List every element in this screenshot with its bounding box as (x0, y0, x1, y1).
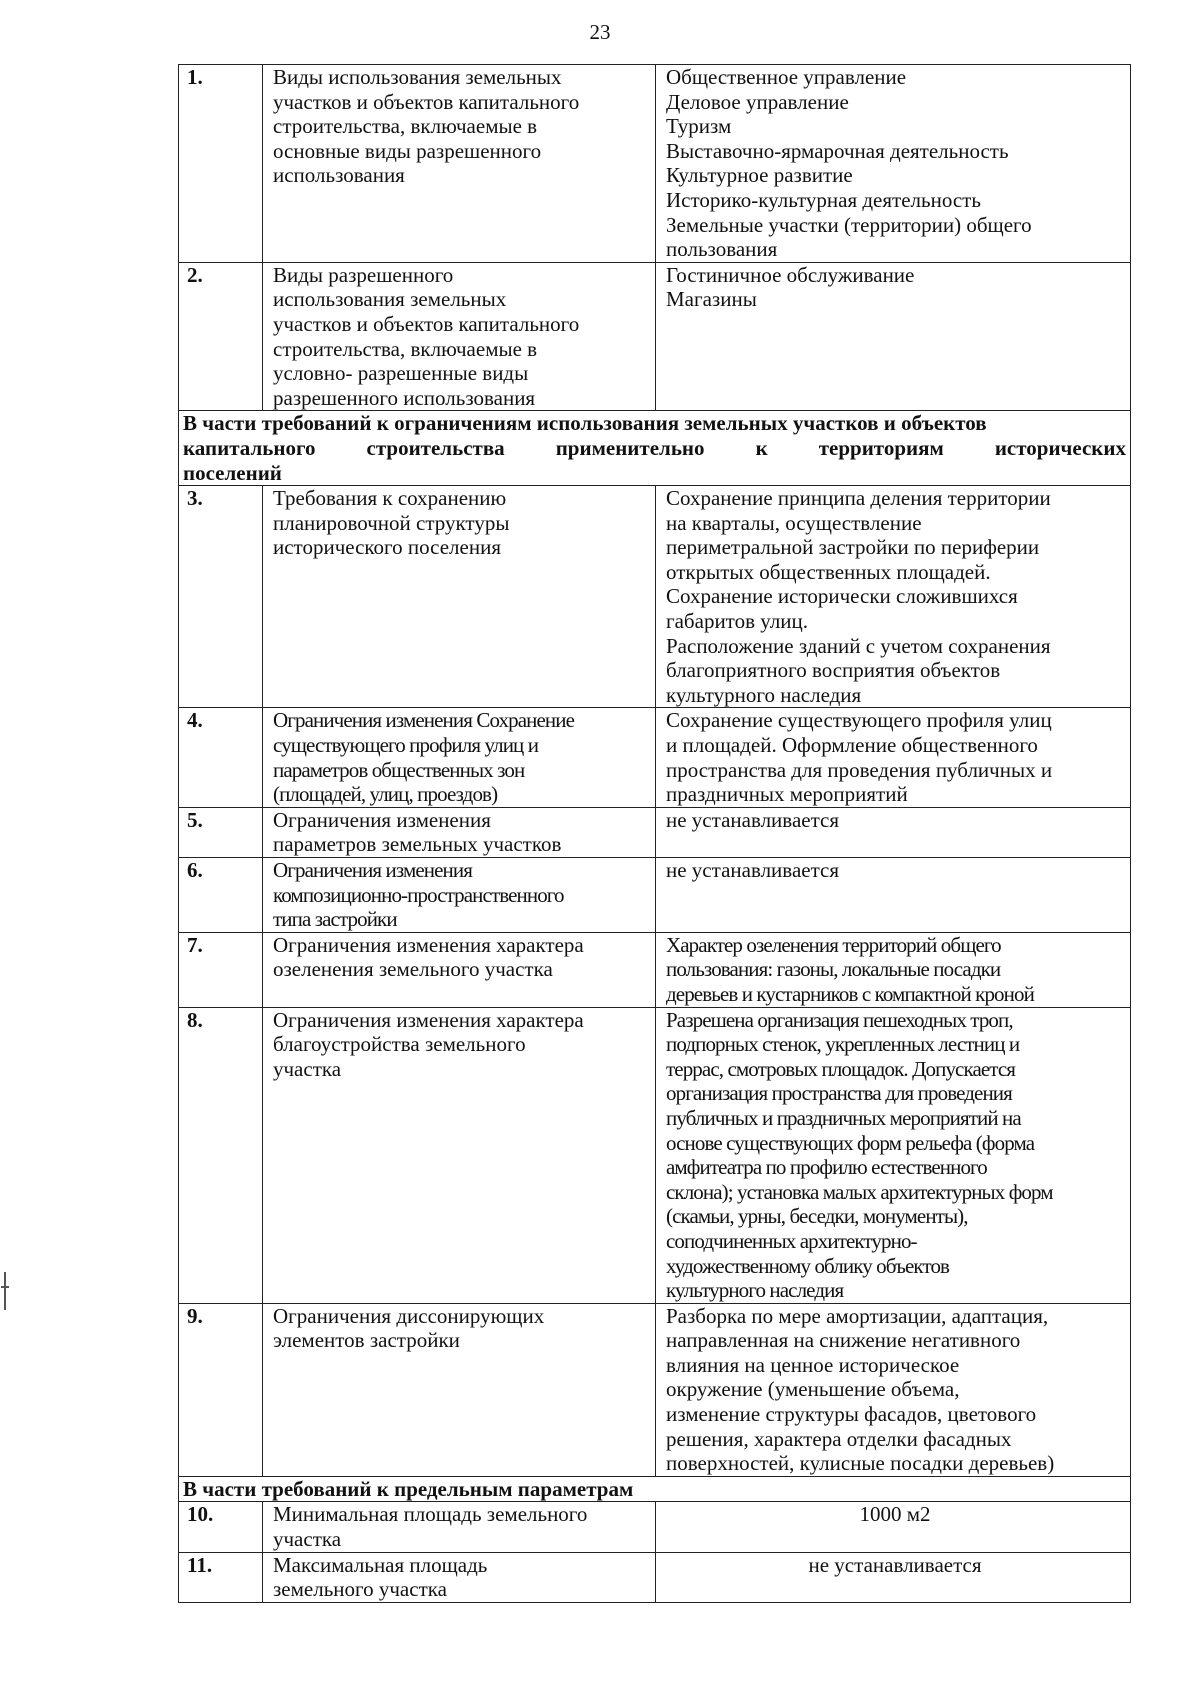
table-row (179, 708, 1131, 807)
row-value: Сохранение существующего профиля улиц и площадей. Оформление общественного пространства для проведения публичных и праздничных мероприятий (656, 708, 1131, 807)
row-name: Ограничения изменения Сохранение существующего профиля улиц и параметров общественных зон (площадей, улиц, проездов) (263, 708, 656, 807)
regulations-table (178, 64, 1131, 1603)
row-value: 1000 м2 (656, 1502, 1131, 1552)
row-number: 8. (179, 1007, 263, 1303)
row-name: Ограничения изменения характера благоустройства земельного участка (263, 1007, 656, 1303)
section-limits: В части требований к предельным параметрам (179, 1476, 1131, 1502)
table-row (179, 1552, 1131, 1602)
table-row (179, 1303, 1131, 1476)
table-row (179, 858, 1131, 933)
table-row (179, 1007, 1131, 1303)
row-number: 3. (179, 486, 263, 708)
row-number: 1. (179, 65, 263, 263)
row-name: Ограничения изменения параметров земельных участков (263, 807, 656, 857)
row-name: Требования к сохранению планировочной структуры исторического поселения (263, 486, 656, 708)
row-value: не устанавливается (656, 807, 1131, 857)
row-value: Общественное управление Деловое управление Туризм Выставочно-ярмарочная деятельность Культурное развитие Историко-культурная деятельность Земельные участки (территории) общего пользования (656, 65, 1131, 263)
table-row (179, 1502, 1131, 1552)
row-number: 11. (179, 1552, 263, 1602)
row-name: Максимальная площадь земельного участка (263, 1552, 656, 1602)
row-value: Характер озеленения территорий общего пользования: газоны, локальные посадки деревьев и кустарников с компактной кроной (656, 932, 1131, 1007)
row-number: 6. (179, 858, 263, 933)
row-value: Гостиничное обслуживание Магазины (656, 262, 1131, 411)
row-value: Разрешена организация пешеходных троп, подпорных стенок, укрепленных лестниц и террас, смотровых площадок. Допускается организация пространства для проведения публичных и праздничных мероприятий на основе существующих форм рельефа (форма амфитеатра по профилю естественного склона); установка малых архитектурных форм (скамьи, урны, беседки, монументы), соподчиненных архитектурно- художественному облику объектов культурного наследия (656, 1007, 1131, 1303)
row-name: Ограничения диссонирующих элементов застройки (263, 1303, 656, 1476)
row-name: Ограничения изменения композиционно-пространственного типа застройки (263, 858, 656, 933)
row-name: Минимальная площадь земельного участка (263, 1502, 656, 1552)
table-row (179, 932, 1131, 1007)
row-number: 9. (179, 1303, 263, 1476)
row-value: не устанавливается (656, 1552, 1131, 1602)
row-name: Виды использования земельных участков и объектов капитального строительства, включаемые в основные виды разрешенного использования (263, 65, 656, 263)
row-number: 2. (179, 262, 263, 411)
row-value: не устанавливается (656, 858, 1131, 933)
section-historical-settlements: В части требований к ограничениям использования земельных участков и объектов капитального строительства применительно к территориям исторических поселений (179, 411, 1131, 486)
table-row (179, 262, 1131, 411)
row-number: 5. (179, 807, 263, 857)
row-number: 4. (179, 708, 263, 807)
table-row (179, 486, 1131, 708)
scan-margin-mark (4, 1272, 6, 1310)
row-number: 7. (179, 932, 263, 1007)
section-header-row (179, 1476, 1131, 1502)
row-name: Виды разрешенного использования земельных участков и объектов капитального строительства, включаемые в условно- разрешенные виды разрешенного использования (263, 262, 656, 411)
row-value: Сохранение принципа деления территории на кварталы, осуществление периметральной застройки по периферии открытых общественных площадей. Сохранение исторически сложившихся габаритов улиц. Расположение зданий с учетом сохранения благоприятного восприятия объектов культурного наследия (656, 486, 1131, 708)
table-row (179, 65, 1131, 263)
section-header-row (179, 411, 1131, 486)
row-value: Разборка по мере амортизации, адаптация, направленная на снижение негативного влияния на ценное историческое окружение (уменьшение объема, изменение структуры фасадов, цветового решения, характера отделки фасадных поверхностей, кулисные посадки деревьев) (656, 1303, 1131, 1476)
row-number: 10. (179, 1502, 263, 1552)
table-row (179, 807, 1131, 857)
row-name: Ограничения изменения характера озеленения земельного участка (263, 932, 656, 1007)
page-number: 23 (589, 20, 611, 44)
